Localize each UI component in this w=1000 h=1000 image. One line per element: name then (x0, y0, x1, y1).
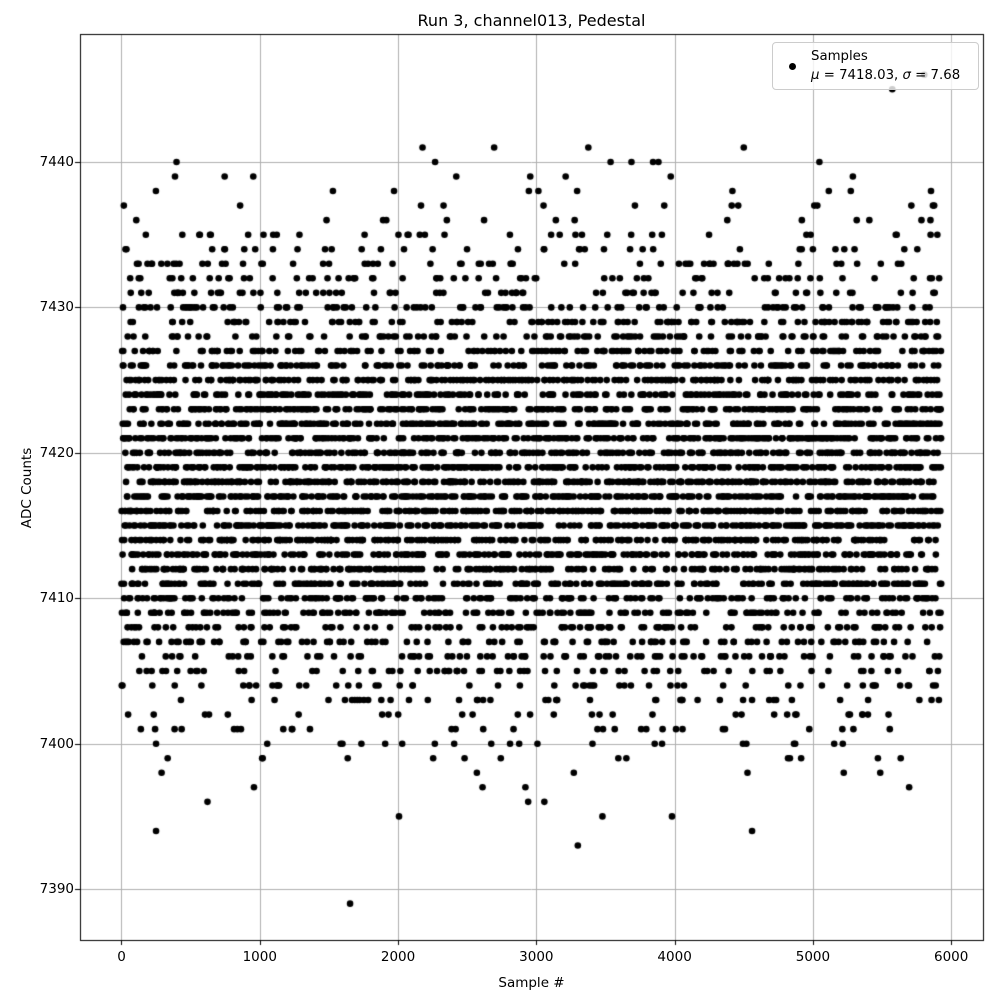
y-axis-label: ADC Counts (19, 447, 35, 529)
y-tick-label: 7430 (39, 299, 74, 316)
y-tick-label: 7440 (39, 153, 74, 170)
x-tick-label: 5000 (795, 949, 831, 965)
x-tick-label: 3000 (519, 949, 554, 965)
x-axis-label: Sample # (498, 975, 565, 991)
x-tick-label: 0 (117, 949, 126, 965)
legend-marker-column (773, 63, 811, 70)
chart-title: Run 3, channel013, Pedestal (417, 11, 646, 30)
mu-value: = 7418.03, (819, 68, 903, 83)
x-tick-label: 1000 (242, 949, 277, 965)
y-tick-label: 7400 (39, 735, 74, 752)
legend-label-stats (811, 66, 960, 85)
sigma-value: = 7.68 (910, 68, 961, 83)
y-tick-label: 7390 (39, 881, 74, 898)
sigma-symbol: σ (902, 68, 911, 83)
legend-text (811, 47, 960, 85)
legend (772, 42, 979, 90)
mu-symbol: μ (811, 68, 820, 83)
legend-dot-icon (789, 63, 796, 70)
legend-label-samples: Samples (811, 49, 868, 64)
y-tick-label: 7420 (39, 444, 74, 461)
x-tick-label: 2000 (380, 949, 416, 965)
y-tick-label: 7410 (39, 590, 74, 607)
x-tick-label: 4000 (657, 949, 692, 965)
x-tick-label: 6000 (934, 949, 969, 965)
